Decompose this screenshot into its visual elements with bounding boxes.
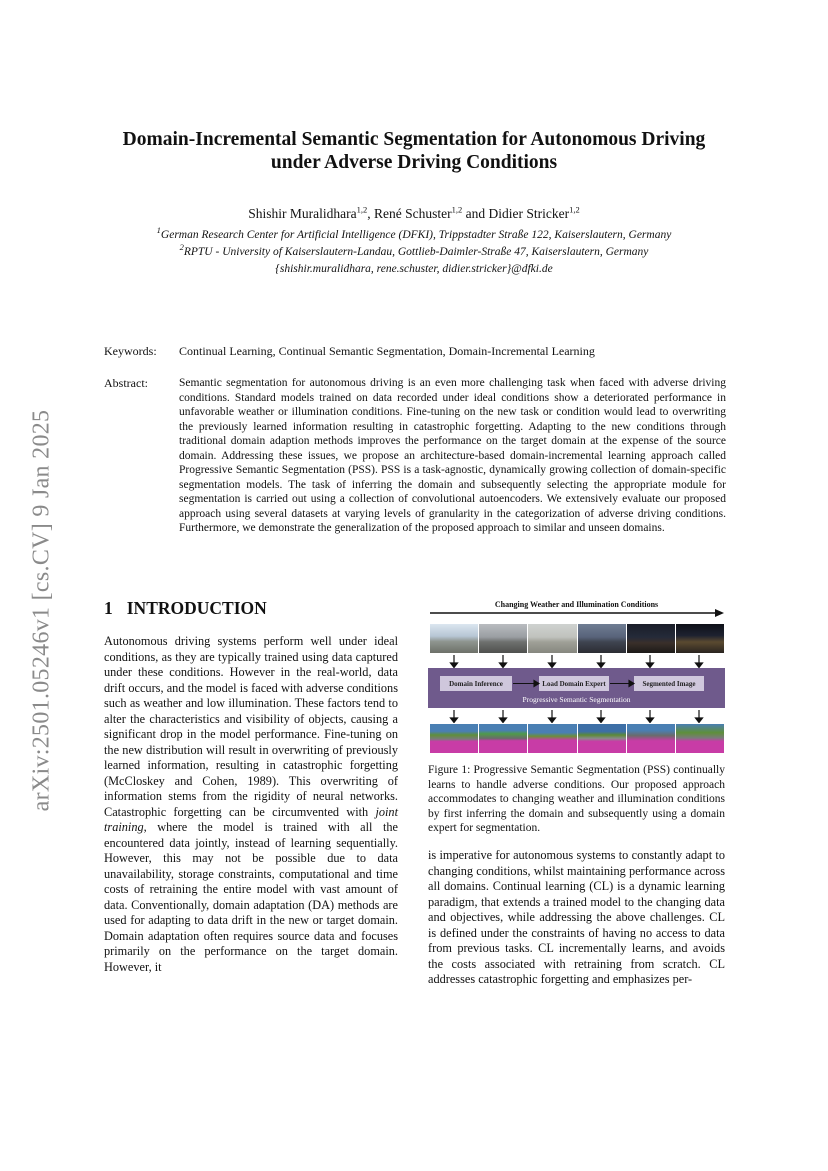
emphasis-joint-training: joint training [104,804,398,834]
abstract-label: Abstract: [104,376,148,390]
input-image-strip [430,624,724,653]
affiliation-sup: 2 [179,242,184,253]
author-name: Shishir Muralidhara [248,206,357,221]
segmented-image-3 [528,724,576,753]
section-number: 1 [104,598,113,618]
intro-left-column: Autonomous driving systems perform well under ideal conditions, as they are typically trained using data captured under these conditions. However in the real-world, data drift occurs, and the model is faced with adverse conditions such as weather and low illumination. These factors tend to alter the characteristics and visibility of objects, causing a significant drop in the model performance. Fine-tuning on the new distribution will result in overwriting of previously learned information, resulting in catastrophic forgetting (McCloskey and Cohen, 1989). This overwriting of information stems from the rigidity of neural networks. Catastrophic forgetting can be circumvented with joint training, where the model is trained with all the encountered data jointly, instead of learning sequentially. However, this may not be possible due to data unavailability, storage constraints, computational and time costs of retraining the entire model with vast amount of data. Conventionally, domain adaptation (DA) methods are used for adapting to data drift in the new or target domain. Domain adaptation often requires source data and focuses primarily on the performance on the target domain. However, it [104,634,398,974]
input-image-sunny [430,624,478,653]
title-line-1: Domain-Incremental Semantic Segmentation for Autonomous Driving [122,129,706,150]
title-line-2: under Adverse Driving Conditions [270,152,558,173]
section-title: INTRODUCTION [126,598,267,618]
author-emails: {shishir.muralidhara, rene.schuster, didier.stricker}@dfki.de [275,263,553,275]
input-image-foggy [528,624,576,653]
keywords-text: Continual Learning, Continual Semantic Segmentation, Domain-Incremental Learning [179,344,595,358]
affiliation-2: $^2$RPTU - University of Kaiserslautern-Landau, Gottlieb-Daimler-Straße 47, Kaiserslautern, Germany [179,242,649,258]
figure-caption: Figure 1: Progressive Semantic Segmentation (PSS) continually learns to handle adverse conditions. Our proposed approach accommodates to changing weather and illumination conditions by first inferring the domain and subsequently using a domain expert for segmentation. [428,764,725,834]
pss-label: Progressive Semantic Segmentation [522,695,631,704]
keywords-label: Keywords: [104,344,157,358]
stage-domain-inference: Domain Inference [440,676,512,691]
segmented-image-strip [430,724,724,753]
input-image-night [627,624,675,653]
stage-segmented-image: Segmented Image [634,676,704,691]
segmented-image-2 [479,724,527,753]
author-name: René Schuster [374,206,452,221]
section-heading [104,598,267,619]
segmented-image-4 [578,724,626,753]
intro-right-column: is imperative for autonomous systems to constantly adapt to changing conditions, whilst maintaining performance across all domains. Continual learning (CL) is a dynamic learning paradigm, that extends a trained model to the changing data and objectives, while addressing the above challenges. CL is defined under the constraints of having no access to data from previous tasks. CL incrementally learns, and avoids the costs associated with retraining from scratch. CL addresses catastrophic forgetting and emphasizes per- [428,848,725,986]
arxiv-watermark: arXiv:2501.05246v1 [cs.CV] 9 Jan 2025 [28,409,55,811]
author-separator: and [462,206,489,221]
down-arrows-icon [428,709,725,723]
author-list [100,206,728,222]
arrow-right-icon [428,608,725,618]
affiliation-1: $^1$German Research Center for Artificial Intelligence (DFKI), Trippstadter Straße 122, Kaiserslautern, Germany [156,225,672,241]
segmented-image-6 [676,724,724,753]
affiliation-sup: 1 [156,225,161,236]
segmented-image-1 [430,724,478,753]
paper-title [100,128,728,174]
input-image-overcast [479,624,527,653]
author-affil-sup: 1,2 [451,204,463,215]
author-separator: , [367,206,374,221]
pipeline-arrows-icon [428,676,725,691]
figure-1 [428,596,725,760]
down-arrows-icon [428,654,725,668]
pss-pipeline-box [428,668,725,708]
author-affil-sup: 1,2 [356,204,368,215]
abstract-text: Semantic segmentation for autonomous driving is an even more challenging task when faced with adverse driving conditions. Standard models trained on data recorded under ideal conditions show a deteriorated performance in unfavorable weather or illumination conditions. Fine-tuning on the new task or condition would lead to overwriting the previously learned information resulting in catastrophic forgetting. Adapting to the new conditions through traditional domain adaption methods improves the performance on the target domain at the expense of the source domain. Addressing these issues, we propose an architecture-based domain-incremental learning approach called Progressive Semantic Segmentation (PSS). PSS is a task-agnostic, dynamically growing collection of domain-specific segmentation models. The task of inferring the domain and subsequently selecting the appropriate module for segmentation is carried out using a collection of convolutional autoencoders. We extensively evaluate our proposed approach using several datasets at varying levels of granularity in the categorization of adverse driving conditions. Furthermore, we demonstrate the generalization of the proposed approach to similar and unseen domains. [179,377,726,534]
segmented-image-5 [627,724,675,753]
stage-load-domain-expert: Load Domain Expert [539,676,609,691]
author-affil-sup: 1,2 [569,204,580,215]
figure-top-label: Changing Weather and Illumination Conditions [494,600,659,609]
input-image-dusk [578,624,626,653]
author-name: Didier Stricker [488,206,570,221]
input-image-night-lights [676,624,724,653]
